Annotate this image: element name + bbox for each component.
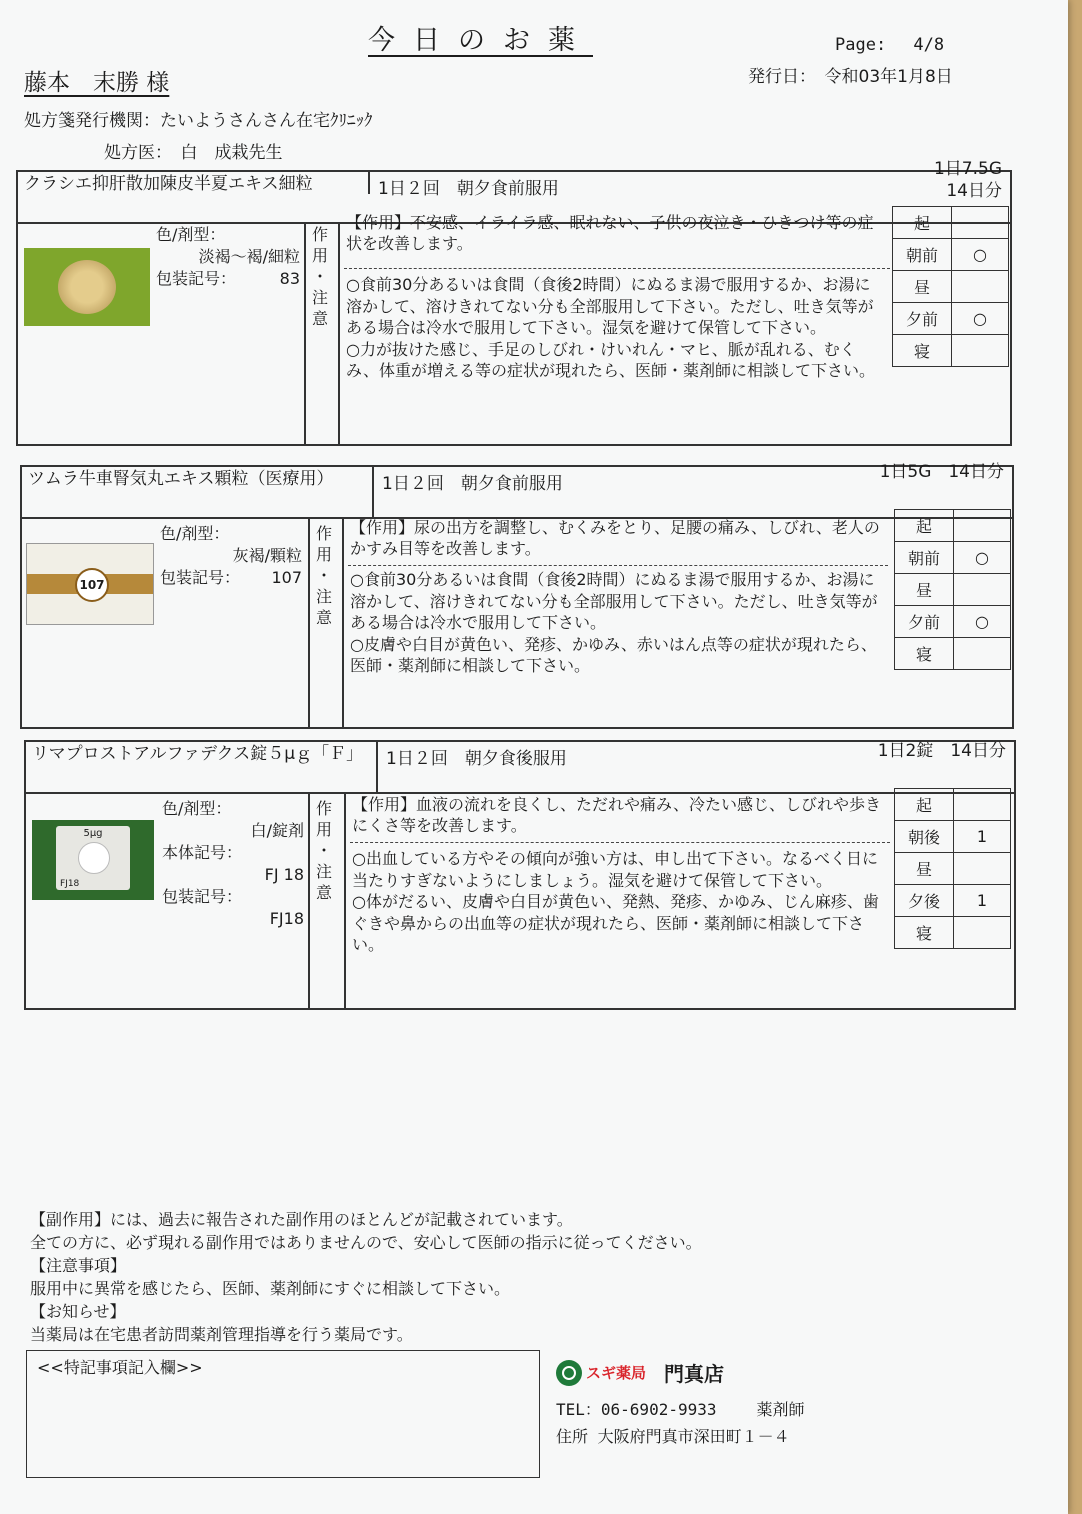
vertical-char: 注 — [311, 288, 328, 307]
timing-label: 昼 — [893, 271, 952, 303]
package-code-label: 包装記号： — [160, 568, 241, 587]
special-notes-box — [26, 1350, 540, 1478]
timing-value: ○ — [954, 606, 1011, 638]
effect-caution-label — [307, 224, 333, 329]
pharmacy-address: 住所 大阪府門真市深田町１－４ — [556, 1427, 790, 1446]
package-code-value: 83 — [279, 269, 300, 288]
vertical-char: 注 — [315, 862, 332, 881]
footer-line: 当薬局は在宅患者訪問薬剤管理指導を行う薬局です。 — [30, 1325, 413, 1344]
drug-photo — [24, 248, 150, 326]
timing-label: 寝 — [895, 638, 954, 670]
timing-value — [954, 789, 1011, 821]
dashed-divider — [350, 842, 890, 843]
timing-label: 寝 — [895, 917, 954, 949]
pharmacy-brand: スギ薬局 — [586, 1364, 647, 1382]
column-divider — [344, 792, 346, 1008]
blister-pack — [56, 826, 130, 890]
column-divider — [338, 222, 340, 444]
note: ○食前30分あるいは食間（食後2時間）にぬるま湯で服用するか、お湯に溶かして、溶けきれてない分も全部服用して下さい。ただし、吐き気等がある場合は冷水で服用して下さい。湿気を避けて保管して下さい。 — [346, 275, 874, 337]
pharmacy-contact — [556, 1397, 805, 1420]
column-divider — [308, 792, 310, 1008]
form-label: 色/剤型： — [156, 225, 226, 244]
special-notes-label: <<特記事項記入欄>> — [37, 1358, 203, 1377]
daily-dose: 1日5G 14日分 — [879, 462, 1004, 482]
package-code-value: FJ18 — [269, 909, 304, 928]
note: ○皮膚や白目が黄色い、発疹、かゆみ、赤いはん点等の症状が現れたら、医師・薬剤師に相談して下さい。 — [350, 634, 877, 675]
timing-label: 起 — [895, 789, 954, 821]
timing-value — [952, 335, 1009, 367]
blister-code: FJ18 — [60, 879, 80, 889]
timing-row — [893, 271, 1009, 303]
dosage-amount — [880, 461, 1004, 483]
timing-row — [895, 885, 1011, 917]
drug-name: クラシエ抑肝散加陳皮半夏エキス細粒 — [24, 174, 313, 194]
vertical-char: 注 — [315, 587, 332, 606]
timing-value — [954, 574, 1011, 606]
drug-name: ツムラ牛車腎気丸エキス顆粒（医療用） — [28, 469, 334, 489]
timing-label: 昼 — [895, 574, 954, 606]
store-name: 門真店 — [664, 1362, 725, 1386]
vertical-char: 用 — [311, 246, 328, 265]
vertical-char: ・ — [311, 267, 328, 286]
drug-notes — [346, 274, 886, 382]
timing-label: 朝前 — [893, 239, 952, 271]
drug-name: リマプロストアルファデクス錠５μｇ「Ｆ」 — [32, 744, 364, 764]
prescription-header — [22, 462, 1012, 519]
footer-line: 【副作用】には、過去に報告された副作用のほとんどが記載されています。 — [30, 1210, 573, 1229]
vertical-char: 作 — [315, 524, 332, 543]
timing-row — [893, 303, 1009, 335]
timing-label: 朝後 — [895, 821, 954, 853]
drug-form-info — [156, 224, 300, 290]
prescription-card — [20, 462, 1014, 729]
pharmacy-name-row — [556, 1358, 805, 1387]
timing-value — [952, 207, 1009, 239]
timing-row — [895, 821, 1011, 853]
timing-row — [895, 853, 1011, 885]
vertical-char: 意 — [311, 309, 328, 328]
timing-row — [895, 606, 1011, 638]
form-value: 灰褐/顆粒 — [232, 546, 302, 565]
vertical-char: 用 — [315, 545, 332, 564]
dosing-instruction: 1日２回 朝夕食後服用 — [386, 749, 567, 769]
pharmacist-label: 薬剤師 — [756, 1400, 805, 1419]
timing-value — [954, 853, 1011, 885]
header-divider — [368, 172, 370, 194]
timing-value: ○ — [952, 303, 1009, 335]
duration: 14日分 — [946, 181, 1002, 201]
drug-photo — [26, 543, 154, 625]
timing-row — [895, 917, 1011, 949]
pharmacy-info — [556, 1358, 805, 1447]
timing-value: ○ — [952, 239, 1009, 271]
dashed-divider — [344, 268, 890, 269]
timing-value — [954, 510, 1011, 542]
column-divider — [308, 517, 310, 727]
pharmacy-logo — [556, 1360, 646, 1386]
daily-dose: 1日7.5G — [933, 159, 1002, 179]
package-code-value: 107 — [271, 568, 302, 587]
drug-form-info — [160, 523, 302, 589]
dashed-divider — [348, 565, 888, 566]
prescription-header — [26, 742, 1014, 794]
drug-effect: 【作用】血液の流れを良くし、ただれや痛み、冷たい感じ、しびれや歩きにくさ等を改善します。 — [352, 795, 881, 835]
timing-row — [895, 638, 1011, 670]
dose-timing-table — [894, 509, 1011, 670]
timing-label: 昼 — [895, 853, 954, 885]
timing-row — [893, 239, 1009, 271]
drug-notes — [352, 848, 888, 956]
note: ○体がだるい、皮膚や白目が黄色い、発熱、発疹、かゆみ、じん麻疹、歯ぐきや鼻からの出血等の症状が現れたら、医師・薬剤師に相談して下さい。 — [352, 892, 879, 954]
dose-timing-table — [892, 206, 1009, 367]
column-divider — [304, 222, 306, 444]
drug-photo — [32, 820, 154, 900]
package-code-label: 包装記号： — [162, 887, 243, 906]
timing-row — [895, 542, 1011, 574]
dosage-amount — [878, 740, 1006, 762]
form-label: 色/剤型： — [160, 524, 230, 543]
vertical-char: 作 — [311, 225, 328, 244]
vertical-char: ・ — [315, 566, 332, 585]
timing-value: 1 — [954, 885, 1011, 917]
header-divider — [376, 742, 378, 792]
effect-caution-label — [311, 798, 337, 903]
patient-name: 藤本 末勝 様 — [24, 70, 170, 96]
form-value: 白/錠剤 — [250, 821, 304, 840]
timing-row — [895, 789, 1011, 821]
issuing-institution: 処方箋発行機関：たいようさんさん在宅ｸﾘﾆｯｸ — [24, 111, 373, 131]
note: ○出血している方やその傾向が強い方は、申し出て下さい。なるべく日に当たりすぎないようにしましょう。湿気を避けて保管して下さい。 — [352, 849, 878, 890]
drug-form-info — [162, 798, 304, 930]
timing-value: ○ — [954, 542, 1011, 574]
package-code — [156, 268, 300, 290]
timing-label: 起 — [893, 207, 952, 239]
body-code-label: 本体記号： — [162, 843, 243, 862]
header-divider — [372, 467, 374, 517]
vertical-char: 用 — [315, 820, 332, 839]
timing-label: 起 — [895, 510, 954, 542]
timing-value — [952, 271, 1009, 303]
blister-label: 5μg — [83, 828, 103, 839]
timing-label: 夕後 — [895, 885, 954, 917]
drug-effect: 【作用】尿の出方を調整し、むくみをとり、足腰の痛み、しびれ、老人のかすみ目等を改善します。 — [350, 518, 880, 558]
timing-row — [895, 574, 1011, 606]
package-badge: 107 — [75, 568, 109, 602]
timing-label: 夕前 — [893, 303, 952, 335]
form-label: 色/剤型： — [162, 799, 232, 818]
body-code-value: FJ 18 — [264, 865, 304, 884]
vertical-char: 作 — [315, 799, 332, 818]
dose-timing-table — [894, 788, 1011, 949]
package-code — [160, 567, 302, 589]
page-number: Page: 4/8 — [835, 35, 945, 55]
timing-row — [893, 207, 1009, 239]
granules-image — [58, 260, 116, 314]
tablet-image — [78, 842, 110, 874]
timing-value — [954, 917, 1011, 949]
daily-dose: 1日2錠 14日分 — [877, 741, 1006, 761]
drug-effect: 【作用】不安感、イライラ感、眠れない、子供の夜泣き・ひきつけ等の症状を改善します。 — [346, 213, 874, 253]
timing-value: 1 — [954, 821, 1011, 853]
prescription-card — [24, 740, 1016, 1010]
prescription-card — [16, 159, 1012, 446]
pharmacy-tel: TEL：06-6902-9933 — [556, 1400, 717, 1419]
leaf-logo-icon — [556, 1360, 582, 1386]
column-divider — [342, 517, 344, 727]
form-value: 淡褐～褐/細粒 — [198, 247, 300, 266]
footer-line: 全ての方に、必ず現れる副作用ではありませんので、安心して医師の指示に従ってください。 — [30, 1233, 702, 1252]
dosing-instruction: 1日２回 朝夕食前服用 — [382, 474, 563, 494]
vertical-char: 意 — [315, 883, 332, 902]
timing-label: 寝 — [893, 335, 952, 367]
note: ○力が抜けた感じ、手足のしびれ・けいれん・マヒ、脈が乱れる、むくみ、体重が増える等の症状が現れたら、医師・薬剤師に相談して下さい。 — [346, 339, 875, 380]
footer-notes — [30, 1208, 702, 1346]
prescribing-doctor: 処方医： 白 成栽先生 — [104, 143, 283, 163]
footer-line: 服用中に異常を感じたら、医師、薬剤師にすぐに相談して下さい。 — [30, 1279, 511, 1298]
package-code-label: 包装記号： — [156, 269, 237, 288]
note: ○食前30分あるいは食間（食後2時間）にぬるま湯で服用するか、お湯に溶かして、溶けきれてない分も全部服用して下さい。ただし、吐き気等がある場合は冷水で服用して下さい。 — [350, 570, 878, 632]
vertical-char: ・ — [315, 841, 332, 860]
footer-line: 【お知らせ】 — [30, 1302, 126, 1321]
timing-row — [895, 510, 1011, 542]
timing-row — [893, 335, 1009, 367]
footer-line: 【注意事項】 — [30, 1256, 127, 1275]
vertical-char: 意 — [315, 608, 332, 627]
page-title: 今日のお薬 — [368, 25, 593, 56]
issue-date: 発行日： 令和03年1月8日 — [748, 67, 953, 87]
timing-label: 朝前 — [895, 542, 954, 574]
dosing-instruction: 1日２回 朝夕食前服用 — [378, 179, 559, 199]
dosage-amount — [934, 158, 1002, 202]
timing-value — [954, 638, 1011, 670]
effect-caution-label — [311, 523, 337, 628]
drug-notes — [350, 569, 890, 677]
timing-label: 夕前 — [895, 606, 954, 638]
